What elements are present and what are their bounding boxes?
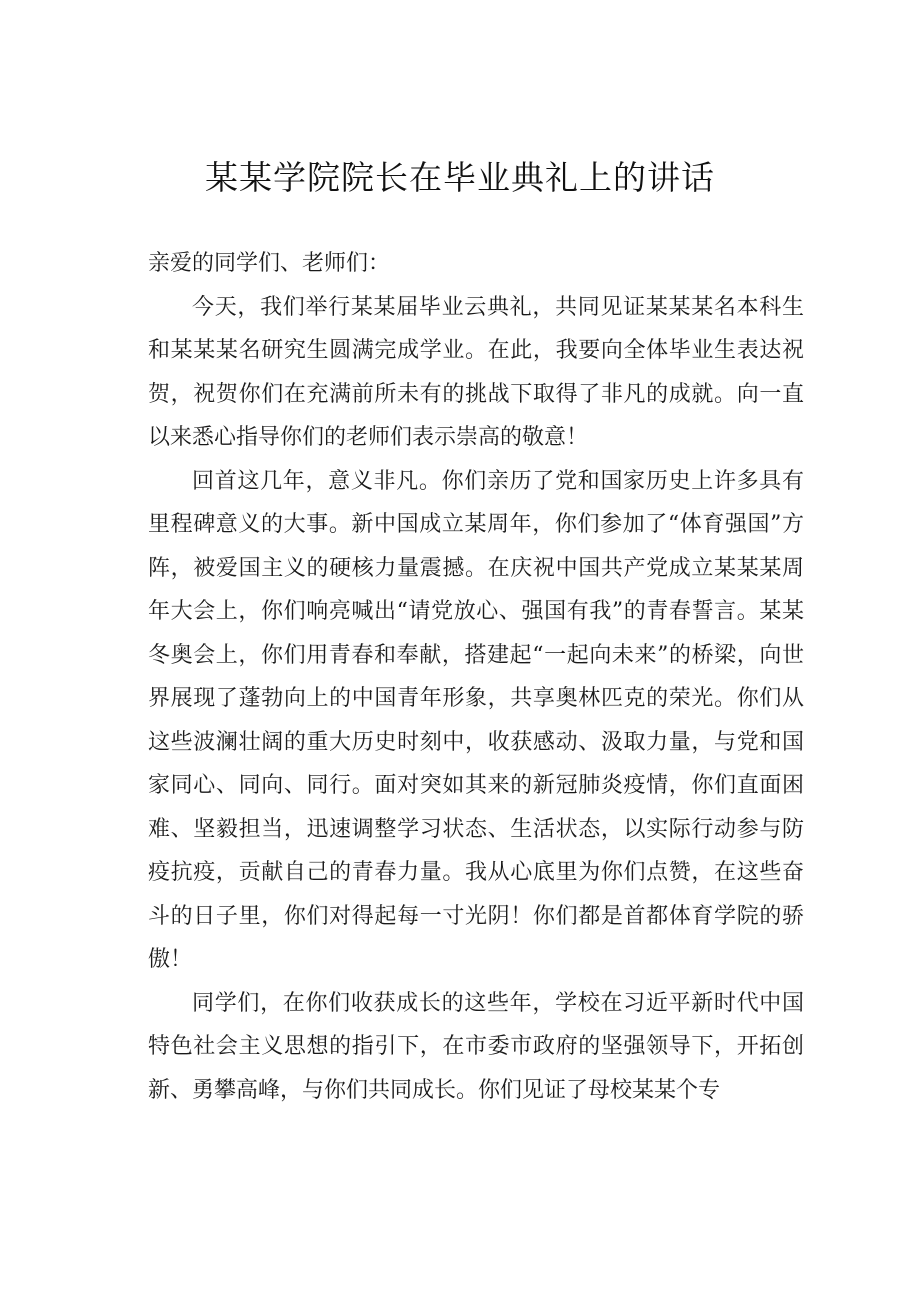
salutation: 亲爱的同学们、老师们：: [148, 251, 391, 276]
document-body: [148, 242, 804, 1112]
paragraph-2: 回首这几年，意义非凡。你们亲历了党和国家历史上许多具有里程碑意义的大事。新中国成立某周年，你们参加了“体育强国”方阵，被爱国主义的硬核力量震撼。在庆祝中国共产党成立某某某周年大会上，你们响亮喊出“请党放心、强国有我”的青春誓言。某某冬奥会上，你们用青春和奉献，搭建起“一起向未来”的桥梁，向世界展现了蓬勃向上的中国青年形象，共享奥林匹克的荣光。你们从这些波澜壮阔的重大历史时刻中，收获感动、汲取力量，与党和国家同心、同向、同行。面对突如其来的新冠肺炎疫情，你们直面困难、坚毅担当，迅速调整学习状态、生活状态，以实际行动参与防疫抗疫，贡献自己的青春力量。我从心底里为你们点赞，在这些奋斗的日子里，你们对得起每一寸光阴！你们都是首都体育学院的骄傲！: [148, 468, 804, 972]
paragraph-1: 今天，我们举行某某届毕业云典礼，共同见证某某某名本科生和某某某名研究生圆满完成学业。在此，我要向全体毕业生表达祝贺，祝贺你们在充满前所未有的挑战下取得了非凡的成就。向一直以来悉心指导你们的老师们表示崇高的敬意！: [148, 294, 804, 450]
document-title: 某某学院院长在毕业典礼上的讲话: [205, 158, 715, 197]
paragraph-3: 同学们，在你们收获成长的这些年，学校在习近平新时代中国特色社会主义思想的指引下，在市委市政府的坚强领导下，开拓创新、勇攀高峰，与你们共同成长。你们见证了母校某某个专: [148, 990, 804, 1103]
